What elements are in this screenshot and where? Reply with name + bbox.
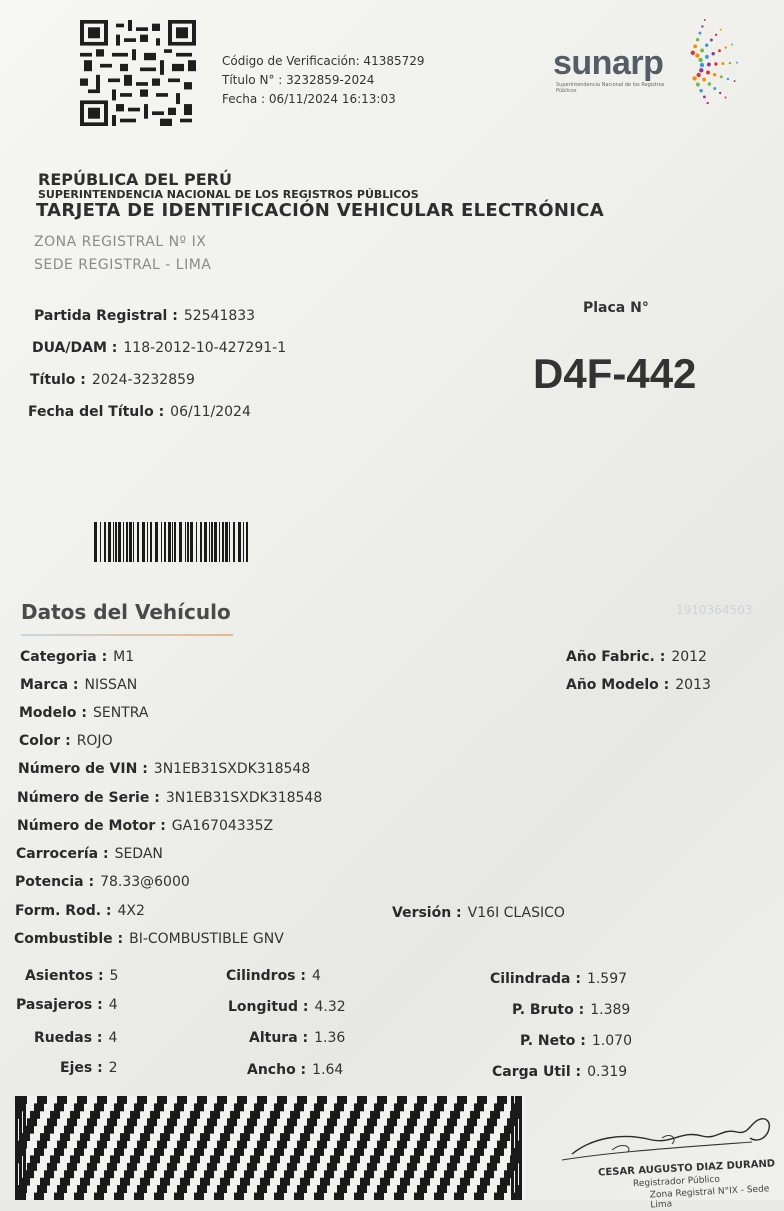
document-title: TARJETA DE IDENTIFICACIÓN VEHICULAR ELECTRÓNICA [36,200,604,221]
altura-row: Altura : 1.36 [249,1030,346,1046]
ruedas-row: Ruedas : 4 [34,1030,118,1046]
formrod-row: Form. Rod. : 4X2 [15,903,145,919]
marca-row: Marca : NISSAN [20,677,138,693]
republic-heading: REPÚBLICA DEL PERÚ [38,170,232,189]
section-title: Datos del Vehículo [21,600,231,624]
color-row: Color : ROJO [19,733,113,749]
qr-code-icon [80,20,196,126]
ano-modelo-row: Año Modelo : 2013 [566,677,711,693]
peso-neto-row: P. Neto : 1.070 [520,1033,632,1049]
registrar-role: Registrador Público [632,1174,721,1190]
issue-datetime: Fecha : 06/11/2024 16:13:03 [222,92,396,106]
ancho-row: Ancho : 1.64 [247,1062,344,1078]
asientos-row: Asientos : 5 [25,968,119,984]
serie-row: Número de Serie : 3N1EB31SXDK318548 [17,790,323,806]
categoria-row: Categoria : M1 [20,649,135,665]
barcode-icon [94,522,249,562]
registry-office: SEDE REGISTRAL - LIMA [34,257,212,273]
superintendency-heading: SUPERINTENDENCIA NACIONAL DE LOS REGISTROS PÚBLICOS [38,188,419,201]
registrar-office: Zona Registral N°IX - Sede Lima [649,1184,770,1211]
pdf417-barcode-icon [15,1096,525,1200]
partida-row: Partida Registral : 52541833 [34,308,256,324]
verification-code: Código de Verificación: 41385729 [222,54,425,68]
peso-bruto-row: P. Bruto : 1.389 [512,1002,631,1018]
version-row: Versión : V16I CLASICO [392,905,565,921]
plate-number: D4F-442 [533,350,697,397]
registry-zone: ZONA REGISTRAL Nº IX [34,234,207,250]
section-underline [21,634,233,636]
cilindros-row: Cilindros : 4 [226,968,321,984]
combustible-row: Combustible : BI-COMBUSTIBLE GNV [14,931,284,947]
faint-serial: 1910364503 [676,603,753,617]
ejes-row: Ejes : 2 [60,1060,118,1076]
modelo-row: Modelo : SENTRA [19,705,149,721]
registrar-name: CESAR AUGUSTO DIAZ DURAND [597,1158,776,1179]
potencia-row: Potencia : 78.33@6000 [15,874,190,890]
title-number: Título N° : 3232859-2024 [222,73,375,87]
carroceria-row: Carrocería : SEDAN [16,846,163,862]
cilindrada-row: Cilindrada : 1.597 [490,971,628,987]
ano-fabric-row: Año Fabric. : 2012 [566,649,707,665]
carga-util-row: Carga Util : 0.319 [492,1064,628,1080]
plate-label: Placa N° [583,300,649,316]
sunarp-tagline: Superintendencia Nacional de los Registros Públicos [556,82,665,94]
fecha-titulo-row: Fecha del Título : 06/11/2024 [28,404,251,420]
pasajeros-row: Pasajeros : 4 [16,997,118,1013]
vin-row: Número de VIN : 3N1EB31SXDK318548 [18,761,311,777]
sunarp-rays-icon [640,14,750,104]
sunarp-logo: sunarp [553,44,664,82]
longitud-row: Longitud : 4.32 [228,999,346,1015]
dua-row: DUA/DAM : 118-2012-10-427291-1 [32,340,287,356]
titulo-row: Título : 2024-3232859 [30,372,195,388]
motor-row: Número de Motor : GA16704335Z [17,818,274,834]
